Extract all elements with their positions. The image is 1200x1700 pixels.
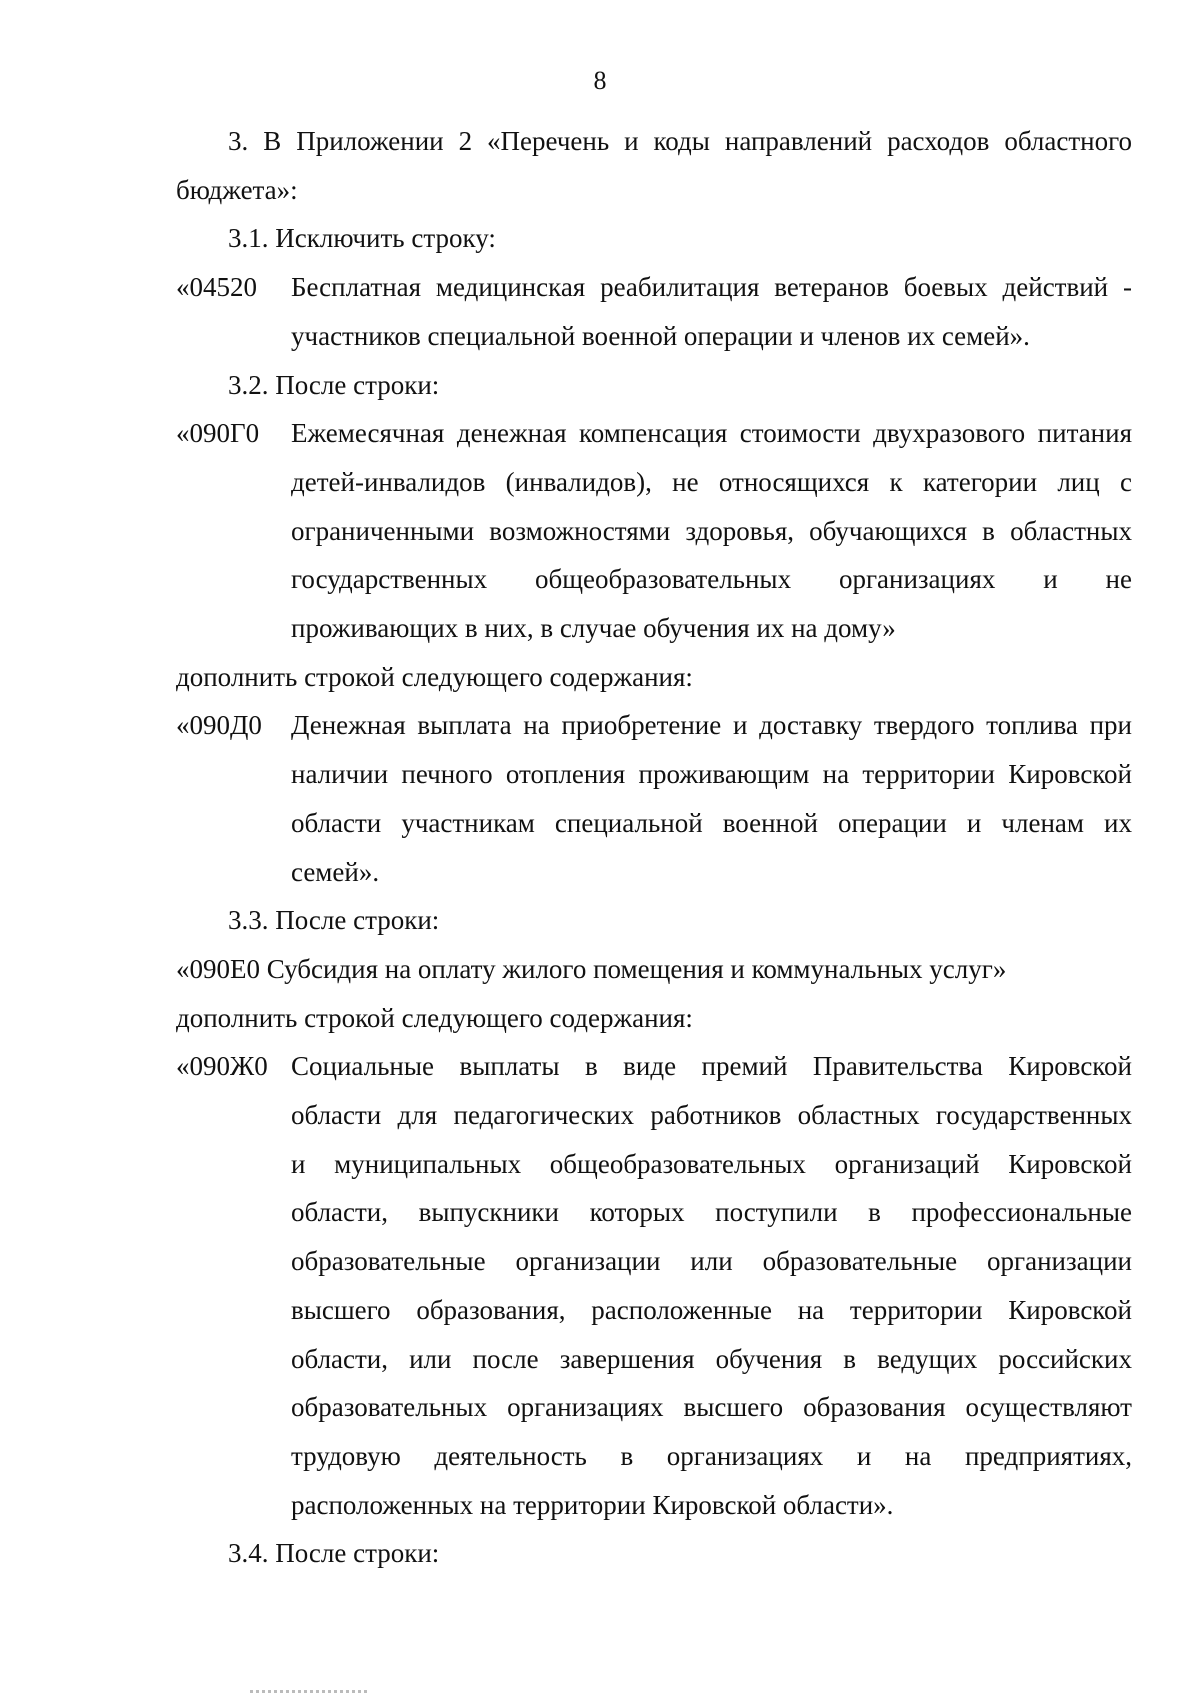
row-text-090zh0-line-5: образовательные организации или образовательные организации bbox=[291, 1246, 1132, 1277]
row-text-090d0-line-1: Денежная выплата на приобретение и доставку твердого топлива при bbox=[291, 710, 1132, 741]
section-3-intro-line-1: 3. В Приложении 2 «Перечень и коды направлений расходов областного bbox=[228, 126, 1132, 156]
subsection-3-4-heading: 3.4. После строки: bbox=[228, 1538, 440, 1569]
subsection-3-3 bbox=[176, 896, 1132, 1529]
row-text-090g0-first bbox=[291, 409, 1132, 458]
section-3-intro-line-2: бюджета»: bbox=[176, 174, 298, 205]
supplement-instruction-3-2: дополнить строкой следующего содержания: bbox=[176, 661, 693, 692]
page-number: 8 bbox=[593, 66, 607, 95]
subsection-3-2 bbox=[176, 361, 1132, 897]
row-text-090g0-line-1: Ежемесячная денежная компенсация стоимости двухразового питания bbox=[291, 418, 1132, 449]
row-text-090zh0-line-9: трудовую деятельность в организациях и на предприятиях, bbox=[291, 1440, 1132, 1471]
row-text-04520-line-2: участников специальной военной операции и членов их семей». bbox=[291, 320, 1030, 351]
row-text-04520 bbox=[291, 263, 1132, 312]
scan-edge-artifact bbox=[250, 1690, 370, 1693]
row-text-090d0-line-3: области участникам специальной военной операции и членам их bbox=[291, 807, 1132, 838]
row-text-090zh0-line-8: образовательных организациях высшего образования осуществляют bbox=[291, 1392, 1132, 1423]
subsection-3-1 bbox=[176, 214, 1132, 360]
section-3-intro bbox=[176, 117, 1132, 214]
row-text-04520-line-1: Бесплатная медицинская реабилитация ветеранов боевых действий - bbox=[291, 272, 1132, 303]
row-text-090d0-line-4: семей». bbox=[291, 856, 380, 887]
row-text-090g0-line-2: детей-инвалидов (инвалидов), не относящихся к категории лиц с bbox=[291, 466, 1132, 497]
row-text-090g0-line-3: ограниченными возможностями здоровья, обучающихся в областных bbox=[291, 515, 1132, 546]
row-text-090d0-first bbox=[291, 701, 1132, 750]
subsection-3-2-heading: 3.2. После строки: bbox=[228, 369, 440, 400]
row-text-090zh0-first bbox=[291, 1042, 1132, 1091]
supplement-instruction-3-3: дополнить строкой следующего содержания: bbox=[176, 1002, 693, 1033]
row-text-090g0-line-4: государственных общеобразовательных организациях и не bbox=[291, 564, 1132, 595]
row-text-090zh0-line-1: Социальные выплаты в виде премий Правительства Кировской bbox=[291, 1051, 1132, 1082]
new-row-090zh0 bbox=[176, 1042, 1132, 1091]
subsection-3-1-heading: 3.1. Исключить строку: bbox=[228, 223, 496, 254]
row-text-090zh0-line-10: расположенных на территории Кировской области». bbox=[291, 1489, 894, 1520]
row-text-090zh0-line-7: области, или после завершения обучения в ведущих российских bbox=[291, 1343, 1132, 1374]
subsection-3-3-heading: 3.3. После строки: bbox=[228, 905, 440, 936]
excluded-row-04520 bbox=[176, 263, 1132, 312]
row-code-04520: «04520 bbox=[176, 272, 257, 303]
row-text-090zh0-line-6: высшего образования, расположенные на территории Кировской bbox=[291, 1294, 1132, 1325]
reference-row-090g0 bbox=[176, 409, 1132, 458]
new-row-090d0 bbox=[176, 701, 1132, 750]
row-text-090zh0-line-2: области для педагогических работников областных государственных bbox=[291, 1100, 1132, 1131]
row-text-090d0-line-2: наличии печного отопления проживающим на территории Кировской bbox=[291, 759, 1132, 790]
row-code-090zh0: «090Ж0 bbox=[176, 1051, 268, 1082]
row-code-090d0: «090Д0 bbox=[176, 710, 262, 741]
row-text-090zh0-line-3: и муниципальных общеобразовательных организаций Кировской bbox=[291, 1148, 1132, 1179]
reference-row-090e0: «090Е0 Субсидия на оплату жилого помещения и коммунальных услуг» bbox=[176, 953, 1007, 984]
row-code-090g0: «090Г0 bbox=[176, 418, 260, 449]
document-body bbox=[176, 117, 1132, 1578]
row-text-090g0-line-5: проживающих в них, в случае обучения их на дому» bbox=[291, 613, 896, 644]
subsection-3-4 bbox=[176, 1529, 1132, 1578]
row-text-090zh0-line-4: области, выпускники которых поступили в профессиональные bbox=[291, 1197, 1132, 1228]
